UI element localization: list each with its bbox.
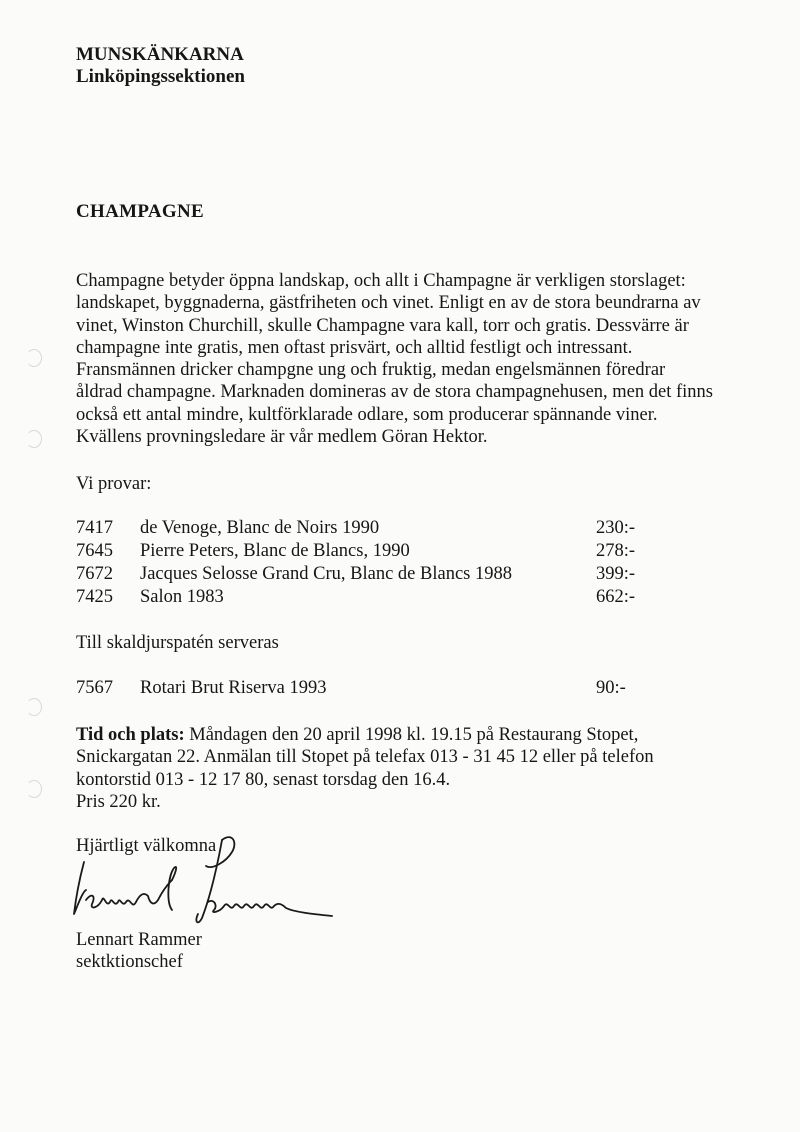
wine-price: 278:- [596, 541, 636, 561]
intro-line: Champagne betyder öppna landskap, och allt i Champagne är verkligen storslaget: [76, 271, 686, 291]
event-line: Snickargatan 22. Anmälan till Stopet på telefax 013 - 31 45 12 eller på telefon [76, 747, 654, 768]
wine-price: 662:- [596, 587, 636, 607]
wine-name: Pierre Peters, Blanc de Blancs, 1990 [140, 541, 410, 561]
intro-line: champagne inte gratis, men oftast prisvärt, och alltid festligt och intressant. [76, 337, 633, 358]
intro-line: Fransmännen dricker champgne ung och fruktig, medan engelsmännen föredrar [76, 360, 666, 381]
wine-row [76, 678, 646, 700]
wine-price: 230:- [596, 518, 636, 538]
wine-price: 90:- [596, 678, 626, 698]
event-line: kontorstid 013 - 12 17 80, senast torsdag den 16.4. [76, 769, 451, 790]
wine-row [76, 587, 646, 609]
wine-name: de Venoge, Blanc de Noirs 1990 [140, 518, 380, 538]
punch-hole-mark [26, 349, 42, 367]
wine-row [76, 541, 646, 563]
wine-number: 7425 [76, 587, 113, 607]
intro-line: åldrad champagne. Marknaden domineras av de stora champagnehusen, men det finns [76, 382, 713, 403]
wine-number: 7567 [76, 678, 113, 698]
event-line [76, 724, 654, 746]
punch-hole-mark [26, 780, 42, 798]
event-details [76, 724, 654, 813]
signer-block [76, 929, 202, 974]
punch-hole-mark [26, 698, 42, 716]
wine-name: Salon 1983 [140, 587, 224, 607]
org-name: MUNSKÄNKARNA [76, 44, 244, 65]
wine-row [76, 564, 646, 586]
punch-hole-mark [26, 430, 42, 448]
wine-number: 7672 [76, 564, 113, 584]
wine-name: Rotari Brut Riserva 1993 [140, 678, 327, 698]
greeting: Hjärtligt välkomna [76, 836, 217, 856]
letterhead [76, 44, 245, 88]
intro-line: vinet, Winston Churchill, skulle Champagne vara kall, torr och gratis. Dessvärre är [76, 315, 689, 336]
wine-row [76, 518, 646, 540]
wine-name: Jacques Selosse Grand Cru, Blanc de Blancs 1988 [140, 564, 512, 584]
intro-paragraph [76, 270, 776, 448]
signer-name: Lennart Rammer [76, 930, 202, 950]
document-title: CHAMPAGNE [76, 201, 204, 222]
wine-number: 7645 [76, 541, 113, 561]
wine-number: 7417 [76, 518, 113, 538]
intro-line: också ett antal mindre, kultförklarade odlare, som producerar spännande viner. [76, 404, 658, 425]
tasting-label: Vi provar: [76, 474, 152, 494]
intro-line: Kvällens provningsledare är vår medlem Göran Hektor. [76, 427, 488, 448]
section-name: Linköpingssektionen [76, 66, 245, 87]
seafood-label: Till skaldjurspatén serveras [76, 633, 279, 653]
event-when: Måndagen den 20 april 1998 kl. 19.15 på Restaurang Stopet, [184, 725, 639, 745]
event-label: Tid och plats: [76, 725, 185, 745]
event-price: Pris 220 kr. [76, 791, 161, 812]
signer-title: sektktionschef [76, 952, 183, 973]
wine-price: 399:- [596, 564, 636, 584]
handwritten-signature [62, 822, 362, 932]
intro-line: landskapet, byggnaderna, gästfriheten och vinet. Enligt en av de stora beundrarna av [76, 293, 701, 314]
